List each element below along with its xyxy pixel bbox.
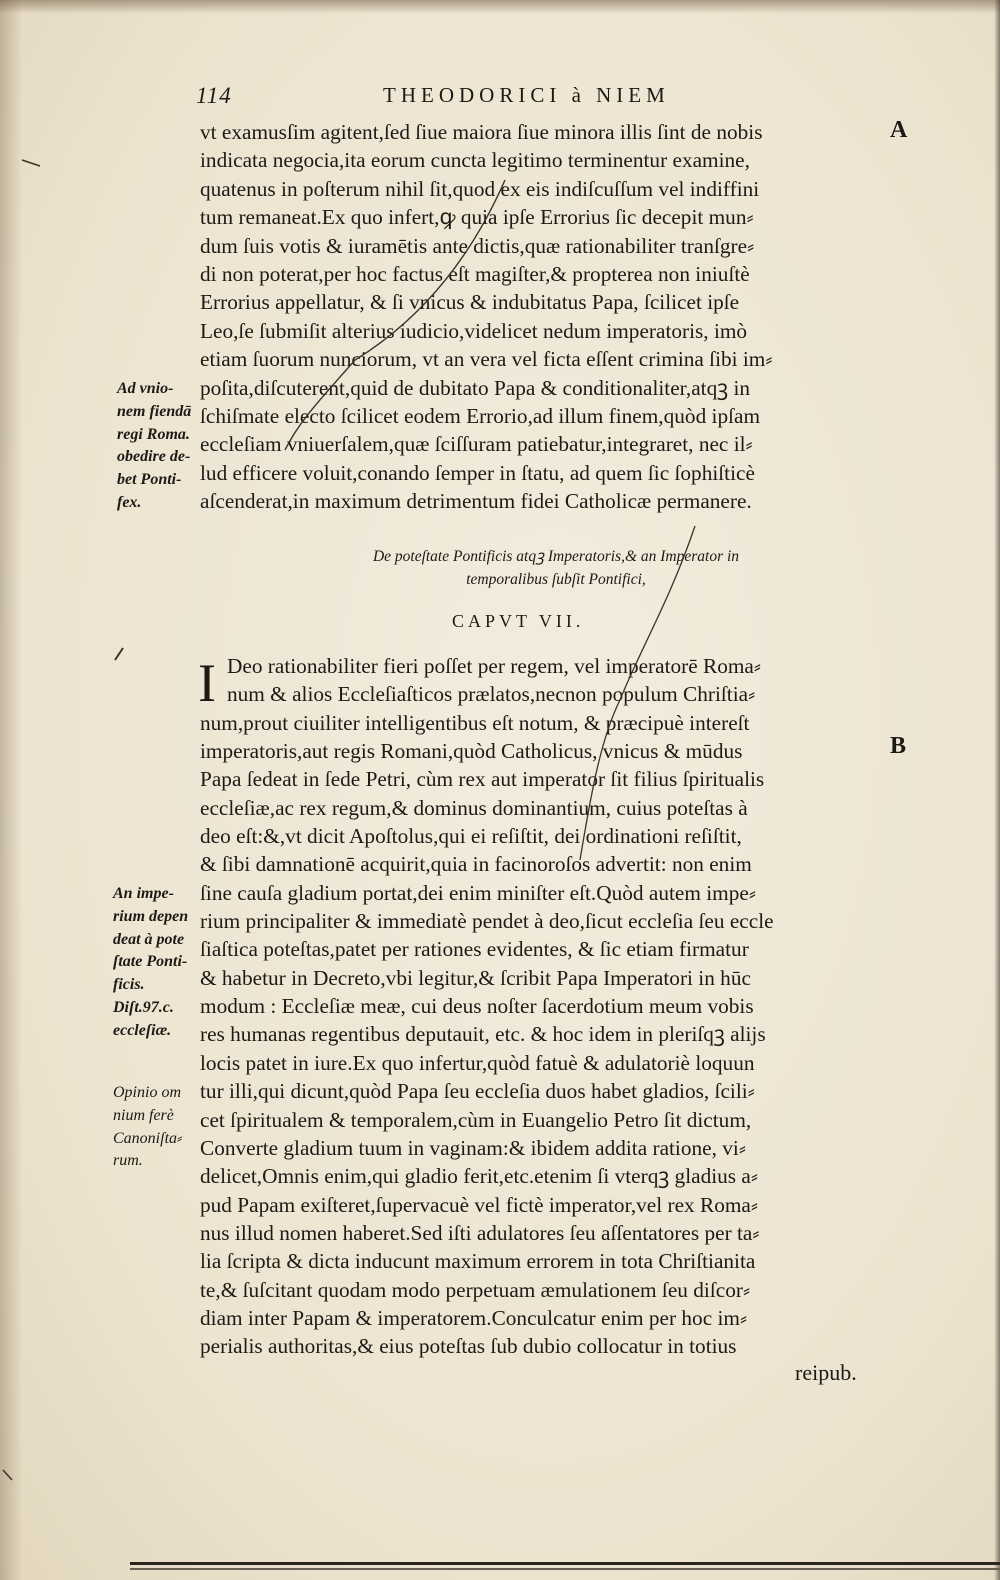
text-line: eccleſiæ,ac rex regum,& dominus dominantium, cuius poteſtas à [200, 795, 748, 820]
text-line: aſcenderat,in maximum detrimentum fidei Catholicæ permanere. [200, 489, 752, 514]
running-head: THEODORICI à NIEM [383, 83, 670, 107]
text-line: eccleſiam vniuerſalem,quæ ſciſſuram patiebatur,integraret, nec il⸗ [200, 432, 753, 457]
bottom-rule [130, 1562, 1000, 1565]
text-line: ſchiſmate electo ſcilicet eodem Errorio,ad illum finem,quòd ipſam [200, 404, 761, 429]
text-line: cet ſpiritualem & temporalem,cùm in Euangelio Petro ſit dictum, [200, 1107, 752, 1132]
drop-cap: I [198, 653, 216, 713]
section-letter-b: B [890, 733, 907, 759]
margin-note-line: eccleſiæ. [113, 1021, 172, 1039]
text-line: diam inter Papam & imperatorem.Conculcatur enim per hoc im⸗ [200, 1305, 748, 1330]
text-line: pud Papam exiſteret,ſupervacuè vel fictè imperator,vel rex Roma⸗ [200, 1192, 758, 1217]
margin-note-line: ſtate Ponti- [113, 953, 188, 971]
text-line: res humanas regentibus deputauit, etc. & hoc idem in pleriſqꝫ alijs [200, 1022, 766, 1047]
margin-note-line: Ad vnio- [117, 380, 174, 397]
margin-note-line: ficis. [113, 976, 145, 994]
margin-note-line: Diſt.97.c. [113, 998, 174, 1016]
margin-note-line: nium ferè [113, 1106, 174, 1124]
text-line: vt examusſim agitent,ſed ſiue maiora ſiue minora illis ſint de nobis [200, 120, 763, 144]
text-line: Papa ſedeat in ſede Petri, cùm rex aut imperator ſit filius ſpiritualis [200, 767, 765, 792]
section-letter-a: A [890, 117, 908, 143]
text-line: etiam ſuorum nunciorum, vt an vera vel ficta eſſent crimina ſibi im⸗ [200, 347, 773, 372]
bottom-rule-shadow [130, 1568, 1000, 1570]
margin-note-line: Canoniſta⸗ [113, 1129, 183, 1147]
text-line: num & alios Eccleſiaſticos prælatos,necnon populum Chriſtia⸗ [227, 682, 756, 707]
text-line: imperatoris,aut regis Romani,quòd Catholicus, vnicus & mūdus [200, 739, 743, 764]
subtitle-line: temporalibus ſubſit Pontifici, [466, 571, 646, 588]
text-line: & ſibi damnationē acquirit,quia in facinoroſos advertit: non enim [200, 852, 752, 877]
text-line: & habetur in Decreto,vbi legitur,& ſcribit Papa Imperatori in hūc [200, 965, 751, 990]
text-line: te,& ſuſcitant quodam modo perpetuam æmulationem ſeu diſcor⸗ [200, 1277, 751, 1302]
text-line: di non poterat,per hoc factus eſt magiſter,& propterea non iniuſtè [200, 262, 750, 287]
text-line: tur illi,qui dicunt,quòd Papa ſeu eccleſia duos habet gladios, ſcili⸗ [200, 1079, 755, 1104]
text-line: nus illud nomen haberet.Sed iſti adulatores ſeu aſſentatores per ta⸗ [200, 1220, 760, 1245]
text-line: rium principaliter & immediatè pendet à deo,ſicut eccleſia ſeu eccle [200, 909, 774, 934]
text-line: indicata negocia,ita eorum cuncta legitimo terminentur examine, [200, 148, 750, 173]
text-line: ſine cauſa gladium portat,dei enim miniſter eſt.Quòd autem impe⸗ [200, 880, 756, 905]
margin-note-line: regi Roma. [117, 425, 190, 443]
text-line: ſiaſtica poteſtas,patet per rationes evidentes, & ſic etiam firmatur [200, 937, 749, 962]
margin-note-line: rium depen [113, 907, 189, 925]
margin-note-line: obedire de- [117, 448, 191, 466]
margin-note-line: rum. [113, 1152, 143, 1170]
text-line: Errorius appellatur, & ſi vnicus & indubitatus Papa, ſcilicet ipſe [200, 290, 740, 315]
catchword: reipub. [795, 1360, 857, 1385]
margin-note-line: bet Ponti- [117, 471, 182, 489]
text-line: Leo,ſe ſubmiſit alterius iudicio,videlicet nedum imperatoris, imò [200, 318, 748, 343]
text-line: locis patet in iure.Ex quo infertur,quòd fatuè & adulatoriè loquun [200, 1050, 755, 1075]
chapter-title: CAPVT VII. [452, 611, 585, 631]
folio-number: 114 [196, 83, 232, 108]
margin-note-line: fex. [117, 493, 142, 511]
text-line: deo eſt:&,vt dicit Apoſtolus,qui ei reſiſtit, dei ordinationi reſiſtit, [200, 824, 742, 849]
margin-note-line: An impe- [113, 885, 174, 902]
text-line: num,prout ciuiliter intelligentibus eſt notum, & præcipuè intereſt [200, 710, 750, 735]
subtitle-line: De poteſtate Pontificis atqꝫ Imperatoris,& an Imperator in [372, 548, 740, 565]
text-line: quatenus in poſterum nihil ſit,quod ex eis indiſcuſſum vel indiffini [200, 176, 760, 201]
text-line: lia ſcripta & dicta inducunt maximum errorem in tota Chriſtianita [200, 1249, 756, 1274]
text-line: perialis authoritas,& eius poteſtas ſub dubio collocatur in totius [200, 1334, 737, 1359]
text-line: Deo rationabiliter fieri poſſet per regem, vel imperatorē Roma⸗ [227, 654, 761, 678]
text-line: delicet,Omnis enim,qui gladio ferit,etc.etenim ſi vterqꝫ gladius a⸗ [200, 1164, 758, 1189]
margin-note-line: Opinio om [113, 1084, 181, 1101]
text-line: lud efficere voluit,conando ſemper in ſtatu, ad quem ſic ſophiſticè [200, 460, 755, 485]
text-line: tum remaneat.Ex quo infert,ꝙ quia ipſe Errorius ſic decepit mun⸗ [200, 205, 754, 230]
text-line: dum ſuis votis & iuramētis ante dictis,quæ rationabiliter tranſgre⸗ [200, 233, 755, 258]
margin-note-line: deat à pote [113, 930, 185, 948]
text-line: poſita,diſcuterent,quid de dubitato Papa & conditionaliter,atqꝫ in [200, 375, 751, 400]
text-line: Converte gladium tuum in vaginam:& ibidem addita ratione, vi⸗ [200, 1135, 746, 1160]
text-line: modum : Eccleſiæ meæ, cui deus noſter ſacerdotium meum vobis [200, 994, 754, 1019]
margin-note-line: nem fiendā [117, 402, 192, 420]
